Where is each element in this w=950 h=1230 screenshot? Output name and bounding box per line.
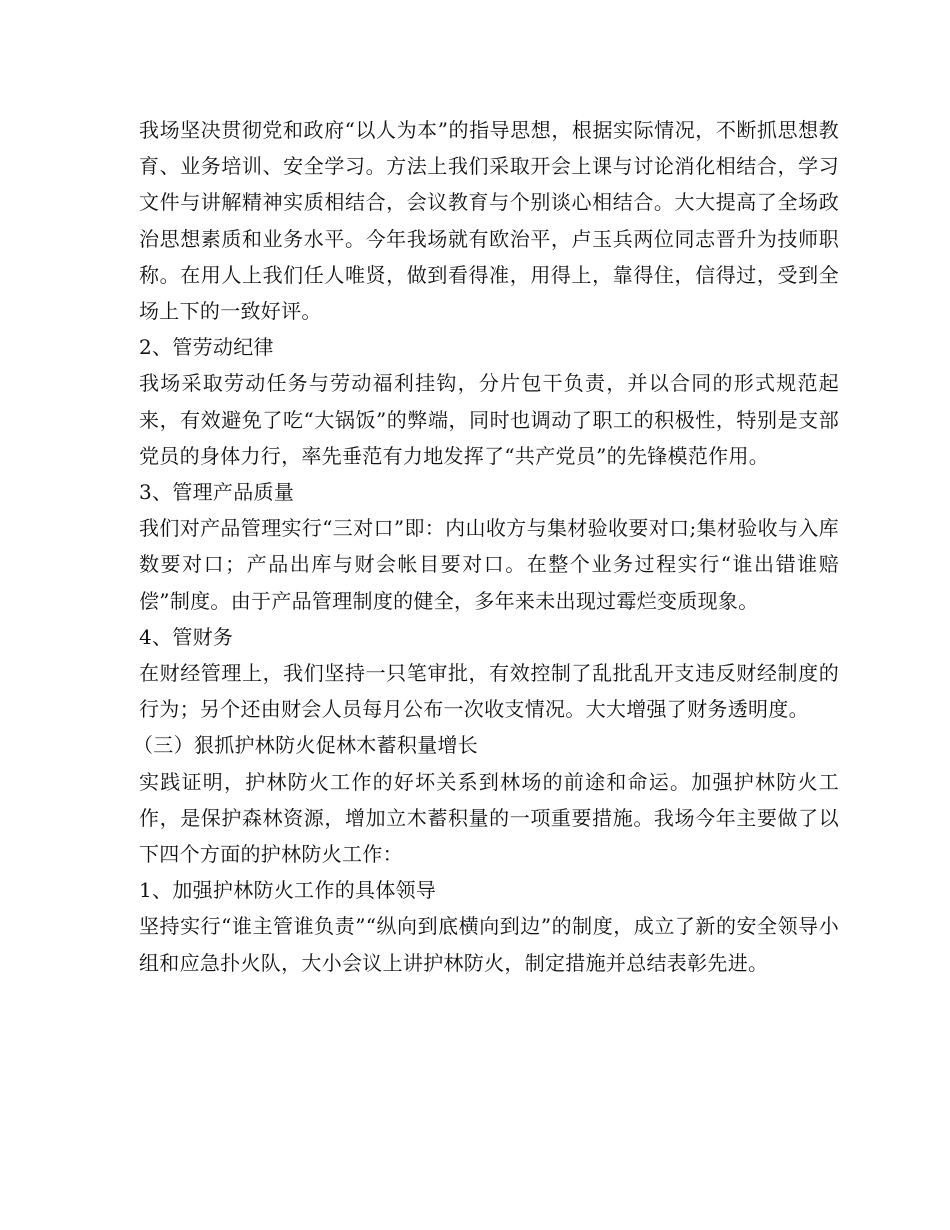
paragraph-fire-prevention-leadership: 坚持实行“谁主管谁负责”“纵向到底横向到边”的制度，成立了新的安全领导小组和应急扑火队，大小会议上讲护林防火，制定措施并总结表彰先进。	[139, 914, 839, 975]
heading-product-quality: 3、管理产品质量	[139, 480, 295, 505]
heading-finance: 4、管财务	[139, 624, 234, 649]
paragraph-finance: 在财经管理上，我们坚持一只笔审批，有效控制了乱批乱开支违反财经制度的行为；另个还由财会人员每月公布一次收支情况。大大增强了财务透明度。	[139, 661, 839, 722]
document-body	[133, 112, 839, 981]
paragraph-labor-discipline: 我场采取劳动任务与劳动福利挂钩，分片包干负责，并以合同的形式规范起来，有效避免了吃“大锅饭”的弊端，同时也调动了职工的积极性，特别是支部党员的身体力行，率先垂范有力地发挥了“共产党员”的先锋模范作用。	[139, 371, 839, 468]
heading-fire-prevention-leadership: 1、加强护林防火工作的具体领导	[139, 878, 437, 903]
section-title-fire-prevention: （三）狠抓护林防火促林木蓄积量增长	[133, 733, 479, 758]
paragraph-fire-prevention-intro: 实践证明，护林防火工作的好坏关系到林场的前途和命运。加强护林防火工作，是保护森林资源，增加立木蓄积量的一项重要措施。我场今年主要做了以下四个方面的护林防火工作：	[139, 769, 839, 867]
paragraph-product-quality: 我们对产品管理实行“三对口”即：内山收方与集材验收要对口;集材验收与入库数要对口；产品出库与财会帐目要对口。在整个业务过程实行“谁出错谁赔偿”制度。由于产品管理制度的健全，多年来未出现过霉烂变质现象。	[139, 516, 839, 613]
paragraph-personnel-management: 我场坚决贯彻党和政府“以人为本”的指导思想，根据实际情况，不断抓思想教育、业务培训、安全学习。方法上我们采取开会上课与讨论消化相结合，学习文件与讲解精神实质相结合，会议教育与个别谈心相结合。大大提高了全场政治思想素质和业务水平。今年我场就有欧治平，卢玉兵两位同志晋升为技师职称。在用人上我们任人唯贤，做到看得准，用得上，靠得住，信得过，受到全场上下的一致好评。	[139, 118, 839, 324]
heading-labor-discipline: 2、管劳动纪律	[139, 335, 274, 360]
